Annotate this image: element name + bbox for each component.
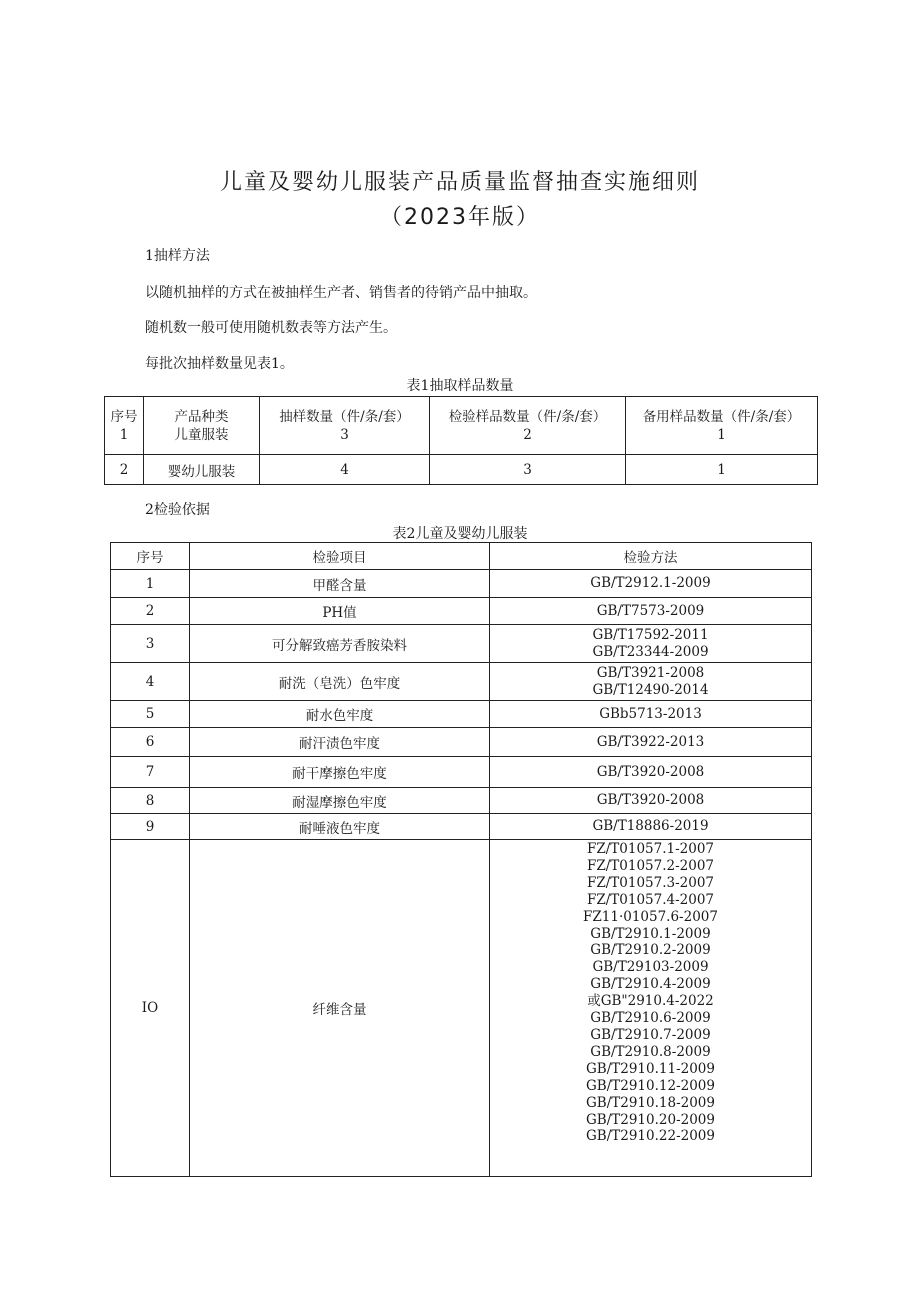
- table-row: [105, 397, 818, 455]
- table-row: [111, 840, 812, 1177]
- method: GB/T23344-2009: [592, 643, 709, 660]
- row-item: 甲醛含量: [190, 570, 490, 598]
- method: FZ/T01057.2-2007: [586, 857, 715, 874]
- row-item: 可分解致癌芳香胺染料: [190, 625, 490, 663]
- row-methods: [490, 570, 812, 598]
- method: GB/T29103-2009: [592, 959, 709, 976]
- method: GB/T2910.11-2009: [585, 1060, 715, 1077]
- section-2-heading: 2检验依据: [145, 502, 210, 518]
- section-1-heading: 1抽样方法: [145, 248, 210, 264]
- sampling-quantity-table: [104, 396, 818, 485]
- header-item: 检验项目: [190, 543, 490, 570]
- row-item: 耐唾液色牢度: [190, 814, 490, 840]
- header-no: 序号: [110, 408, 138, 425]
- method: GB/T2910.20-2009: [585, 1111, 715, 1128]
- header-product-type: 产品种类: [174, 408, 229, 425]
- table-cell: [626, 397, 818, 455]
- method: FZ/T01057.4-2007: [586, 891, 715, 908]
- row-no: 1: [111, 570, 190, 598]
- row-2-product-type: 婴幼儿服装: [144, 455, 260, 485]
- row-item: 耐干摩擦色牢度: [190, 757, 490, 788]
- row-no: 9: [111, 814, 190, 840]
- table-cell: [144, 397, 260, 455]
- table-row: [111, 728, 812, 757]
- method: GB/T17592-2011: [592, 626, 709, 643]
- table-row: [111, 757, 812, 788]
- table-row: [111, 814, 812, 840]
- table-cell: [105, 397, 144, 455]
- row-no: 2: [111, 598, 190, 625]
- inspection-basis-table: [110, 542, 812, 1177]
- row-no: 5: [111, 701, 190, 728]
- row-methods: [490, 788, 812, 814]
- header-method: 检验方法: [490, 543, 812, 570]
- table-row: [111, 788, 812, 814]
- method: GB/T2910.18-2009: [585, 1094, 715, 1111]
- row-methods: [490, 701, 812, 728]
- method: GB/T12490-2014: [592, 681, 709, 698]
- paragraph: 以随机抽样的方式在被抽样生产者、销售者的待销产品中抽取。: [145, 285, 537, 301]
- header-test-qty: 检验样品数量（件/条/套）: [448, 408, 607, 425]
- paragraph: 每批次抽样数量见表1。: [145, 356, 294, 372]
- method: GB/T7573-2009: [596, 602, 705, 619]
- row-item: 耐水色牢度: [190, 701, 490, 728]
- row-methods: [490, 598, 812, 625]
- header-backup-qty: 备用样品数量（件/条/套）: [642, 408, 801, 425]
- row-item: 耐汗渍色牢度: [190, 728, 490, 757]
- table-row: [111, 598, 812, 625]
- row-1-sample-qty: 3: [340, 426, 349, 443]
- method: GB/T2910.12-2009: [585, 1077, 715, 1094]
- row-methods: [490, 757, 812, 788]
- method: GB/T2910.6-2009: [590, 1010, 711, 1027]
- row-2-no: 2: [105, 455, 144, 485]
- row-item: 耐湿摩擦色牢度: [190, 788, 490, 814]
- method: GB/T2910.4-2009: [590, 976, 711, 993]
- method: GB/T18886-2019: [592, 818, 709, 835]
- document-title: 儿童及婴幼儿服装产品质量监督抽查实施细则: [219, 170, 700, 195]
- table-cell: [260, 397, 430, 455]
- table-header-row: [111, 543, 812, 570]
- method: FZ/T01057.3-2007: [586, 874, 715, 891]
- method: GB/T2910.1-2009: [590, 925, 711, 942]
- row-2-test-qty: 3: [430, 455, 626, 485]
- method: GB/T2910.7-2009: [590, 1026, 711, 1043]
- method: GB/T3920-2008: [596, 763, 705, 780]
- paragraph: 随机数一般可使用随机数表等方法产生。: [145, 320, 397, 336]
- method: GB/T3920-2008: [596, 792, 705, 809]
- table-row: [111, 663, 812, 701]
- header-sample-qty: 抽样数量（件/条/套）: [279, 408, 410, 425]
- method: GB/T2910.2-2009: [590, 942, 711, 959]
- row-1-test-qty: 2: [523, 426, 532, 443]
- row-no: 6: [111, 728, 190, 757]
- table-row: [111, 701, 812, 728]
- method: GB/T2912.1-2009: [590, 575, 711, 592]
- table-row: [111, 625, 812, 663]
- method: 或GB"2910.4-2022: [587, 993, 714, 1010]
- table-cell: [430, 397, 626, 455]
- method: GB/T3922-2013: [596, 733, 705, 750]
- table-row: [111, 570, 812, 598]
- header-no: 序号: [111, 543, 190, 570]
- row-no: 4: [111, 663, 190, 701]
- row-item: PH值: [190, 598, 490, 625]
- method: FZ/T01057.1-2007: [586, 841, 715, 857]
- row-item: 纤维含量: [190, 840, 490, 1177]
- row-2-sample-qty: 4: [260, 455, 430, 485]
- row-no: IO: [111, 840, 190, 1177]
- row-methods: [490, 663, 812, 701]
- method: GB/T3921-2008: [596, 664, 705, 681]
- method: GB/T2910.22-2009: [585, 1128, 715, 1145]
- method: GBb5713-2013: [599, 705, 702, 722]
- row-no: 7: [111, 757, 190, 788]
- table-row: [105, 455, 818, 485]
- row-2-backup-qty: 1: [626, 455, 818, 485]
- row-1-backup-qty: 1: [717, 426, 726, 443]
- method: GB/T2910.8-2009: [590, 1043, 711, 1060]
- method: FZ11·01057.6-2007: [583, 908, 718, 925]
- row-methods: [490, 625, 812, 663]
- row-methods: [490, 840, 812, 1177]
- row-1-no: 1: [119, 426, 129, 443]
- row-1-product-type: 儿童服装: [174, 426, 229, 443]
- table-1-caption: 表1抽取样品数量: [406, 378, 514, 394]
- row-item: 耐洗（皂洗）色牢度: [190, 663, 490, 701]
- document-edition: （2023年版）: [380, 205, 540, 230]
- row-no: 8: [111, 788, 190, 814]
- row-no: 3: [111, 625, 190, 663]
- row-methods: [490, 814, 812, 840]
- row-methods: [490, 728, 812, 757]
- table-2-caption: 表2儿童及婴幼儿服装: [392, 526, 528, 542]
